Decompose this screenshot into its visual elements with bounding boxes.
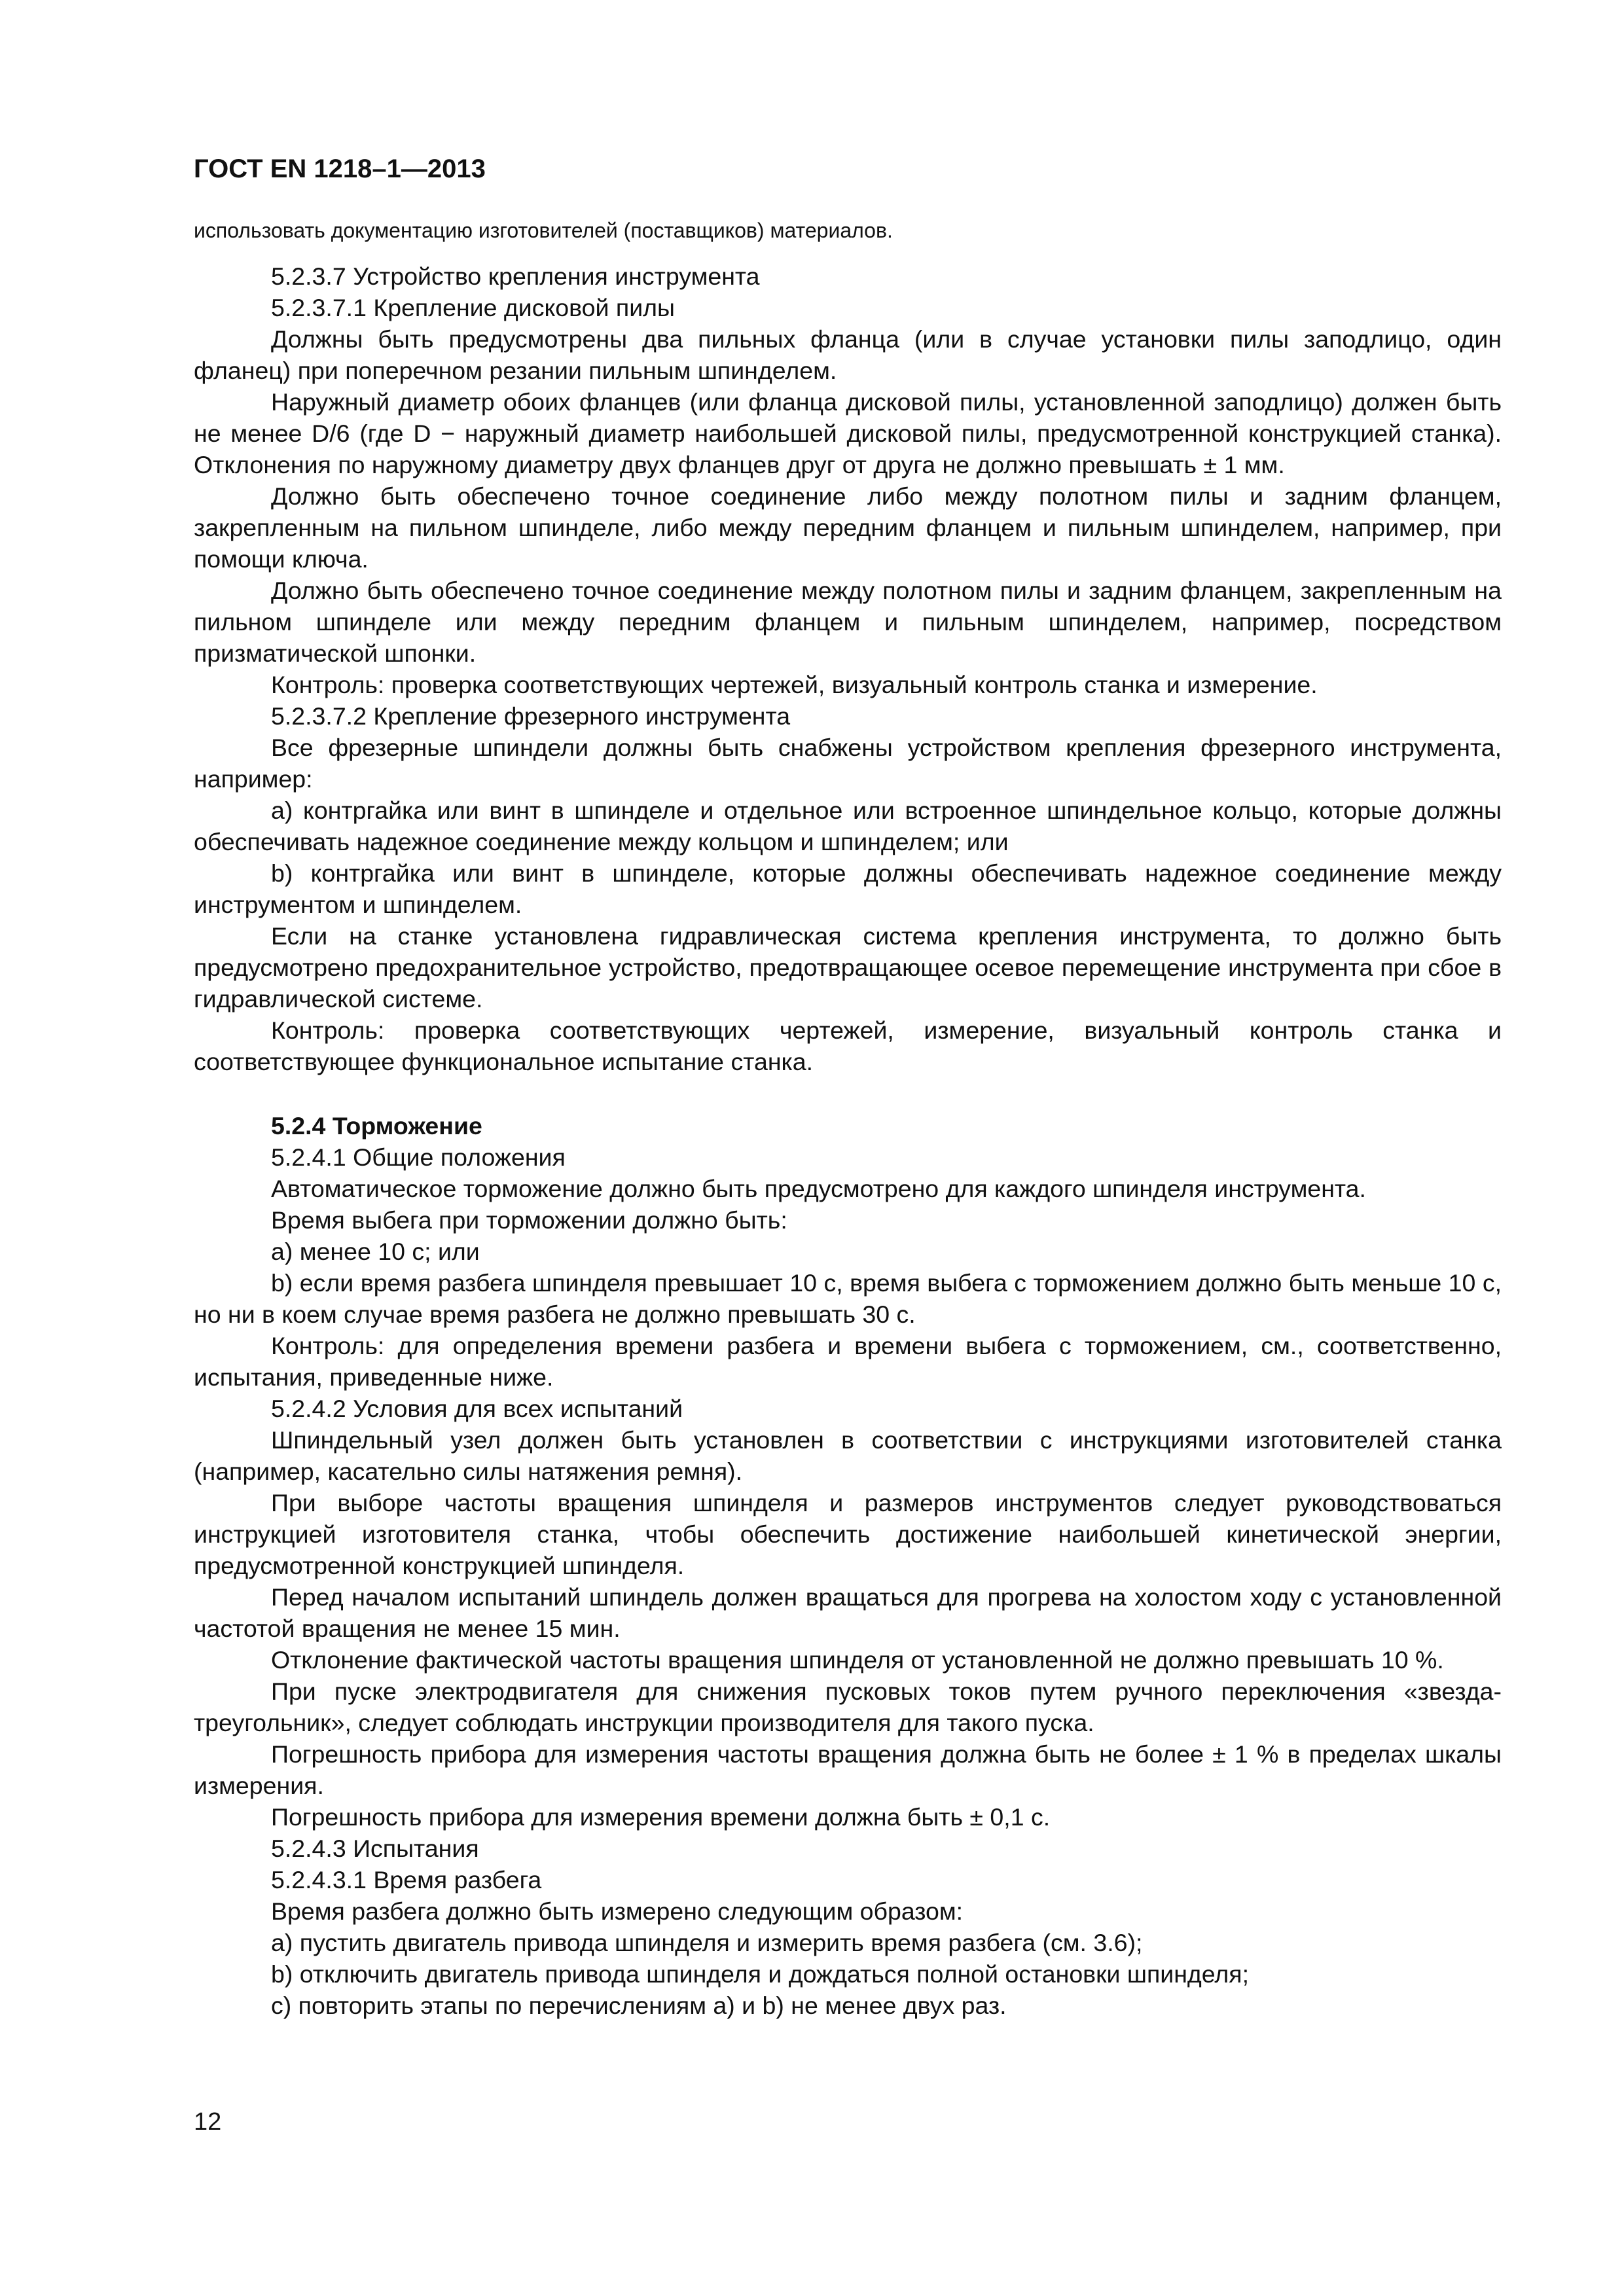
paragraph: a) пустить двигатель привода шпинделя и измерить время разбега (см. 3.6); <box>271 1929 1143 1956</box>
paragraph: b) отключить двигатель привода шпинделя и дождаться полной остановки шпинделя; <box>271 1960 1250 1988</box>
paragraph: Если на станке установлена гидравлическая система крепления инструмента, то должно быть предусмотрено предохранительное устройство, предотвращающее осевое перемещение инструмента при сбое в гидравлической системе. <box>194 922 1502 1013</box>
paragraph: Контроль: проверка соответствующих чертежей, измерение, визуальный контроль станка и соответствующее функциональное испытание станка. <box>194 1016 1502 1075</box>
paragraph: При выборе частоты вращения шпинделя и размеров инструментов следует руководствоваться инструкцией изготовителя станка, чтобы обеспечить достижение наибольшей кинетической энергии, предусмотренной конструкцией шпинделя. <box>194 1489 1502 1579</box>
paragraph: c) повторить этапы по перечислениям a) и b) не менее двух раз. <box>271 1992 1007 2019</box>
paragraph: 5.2.3.7.1 Крепление дисковой пилы <box>271 294 675 321</box>
paragraph: 5.2.4.2 Условия для всех испытаний <box>271 1395 683 1422</box>
page-number: 12 <box>194 2108 222 2136</box>
paragraph: b) если время разбега шпинделя превышает 10 с, время выбега с торможением должно быть меньше 10 с, но ни в коем случае время разбега не должно превышать 30 с. <box>194 1269 1502 1328</box>
paragraph: Время разбега должно быть измерено следующим образом: <box>271 1897 964 1925</box>
paragraph: Контроль: для определения времени разбега и времени выбега с торможением, см., соответственно, испытания, приведенные ниже. <box>194 1332 1502 1391</box>
paragraph: Должно быть обеспечено точное соединение либо между полотном пилы и задним фланцем, закрепленным на пильном шпинделе, либо между передним фланцем и пильным шпинделем, например, при помощи ключа. <box>194 482 1502 573</box>
document-body <box>194 260 1502 2021</box>
paragraph: Погрешность прибора для измерения времени должна быть ± 0,1 с. <box>271 1803 1051 1831</box>
paragraph: 5.2.4.3 Испытания <box>271 1835 479 1862</box>
standard-header: ГОСТ EN 1218–1—2013 <box>194 154 486 183</box>
section-heading: 5.2.4 Торможение <box>271 1112 482 1139</box>
paragraph: Перед началом испытаний шпиндель должен вращаться для прогрева на холостом ходу с установленной частотой вращения не менее 15 мин. <box>194 1583 1502 1642</box>
paragraph: Контроль: проверка соответствующих чертежей, визуальный контроль станка и измерение. <box>271 671 1318 698</box>
paragraph: 5.2.3.7.2 Крепление фрезерного инструмента <box>271 702 791 730</box>
paragraph: 5.2.4.3.1 Время разбега <box>271 1866 542 1893</box>
paragraph: 5.2.4.1 Общие положения <box>271 1143 566 1171</box>
paragraph: Должны быть предусмотрены два пильных фланца (или в случае установки пилы заподлицо, один фланец) при поперечном резании пильным шпинделем. <box>194 325 1502 384</box>
paragraph: b) контргайка или винт в шпинделе, которые должны обеспечивать надежное соединение между инструментом и шпинделем. <box>194 859 1502 918</box>
paragraph: 5.2.3.7 Устройство крепления инструмента <box>271 262 760 290</box>
paragraph: Все фрезерные шпиндели должны быть снабжены устройством крепления фрезерного инструмента, например: <box>194 734 1502 793</box>
paragraph: Погрешность прибора для измерения частоты вращения должна быть не более ± 1 % в пределах шкалы измерения. <box>194 1740 1502 1799</box>
paragraph: Время выбега при торможении должно быть: <box>271 1206 787 1234</box>
paragraph: Шпиндельный узел должен быть установлен в соответствии с инструкциями изготовителей станка (например, касательно силы натяжения ремня). <box>194 1426 1502 1485</box>
paragraph: Автоматическое торможение должно быть предусмотрено для каждого шпинделя инструмента. <box>271 1175 1366 1202</box>
document-page <box>194 151 1502 2021</box>
continued-text-line: использовать документацию изготовителей (поставщиков) материалов. <box>194 219 893 242</box>
paragraph: Отклонение фактической частоты вращения шпинделя от установленной не должно превышать 10 %. <box>271 1646 1444 1674</box>
paragraph: При пуске электродвигателя для снижения пусковых токов путем ручного переключения «звезда-треугольник», следует соблюдать инструкции производителя для такого пуска. <box>194 1677 1502 1736</box>
paragraph: a) менее 10 с; или <box>271 1238 480 1265</box>
paragraph: a) контргайка или винт в шпинделе и отдельное или встроенное шпиндельное кольцо, которые должны обеспечивать надежное соединение между кольцом и шпинделем; или <box>194 797 1502 855</box>
paragraph: Наружный диаметр обоих фланцев (или фланца дисковой пилы, установленной заподлицо) должен быть не менее D/6 (где D − наружный диаметр наибольшей дисковой пилы, предусмотренной конструкцией станка). Отклонения по наружному диаметру двух фланцев друг от друга не должно превышать ± 1 мм. <box>194 388 1502 478</box>
paragraph: Должно быть обеспечено точное соединение между полотном пилы и задним фланцем, закрепленным на пильном шпинделе или между передним фланцем и пильным шпинделем, например, посредством призматической шпонки. <box>194 577 1502 667</box>
